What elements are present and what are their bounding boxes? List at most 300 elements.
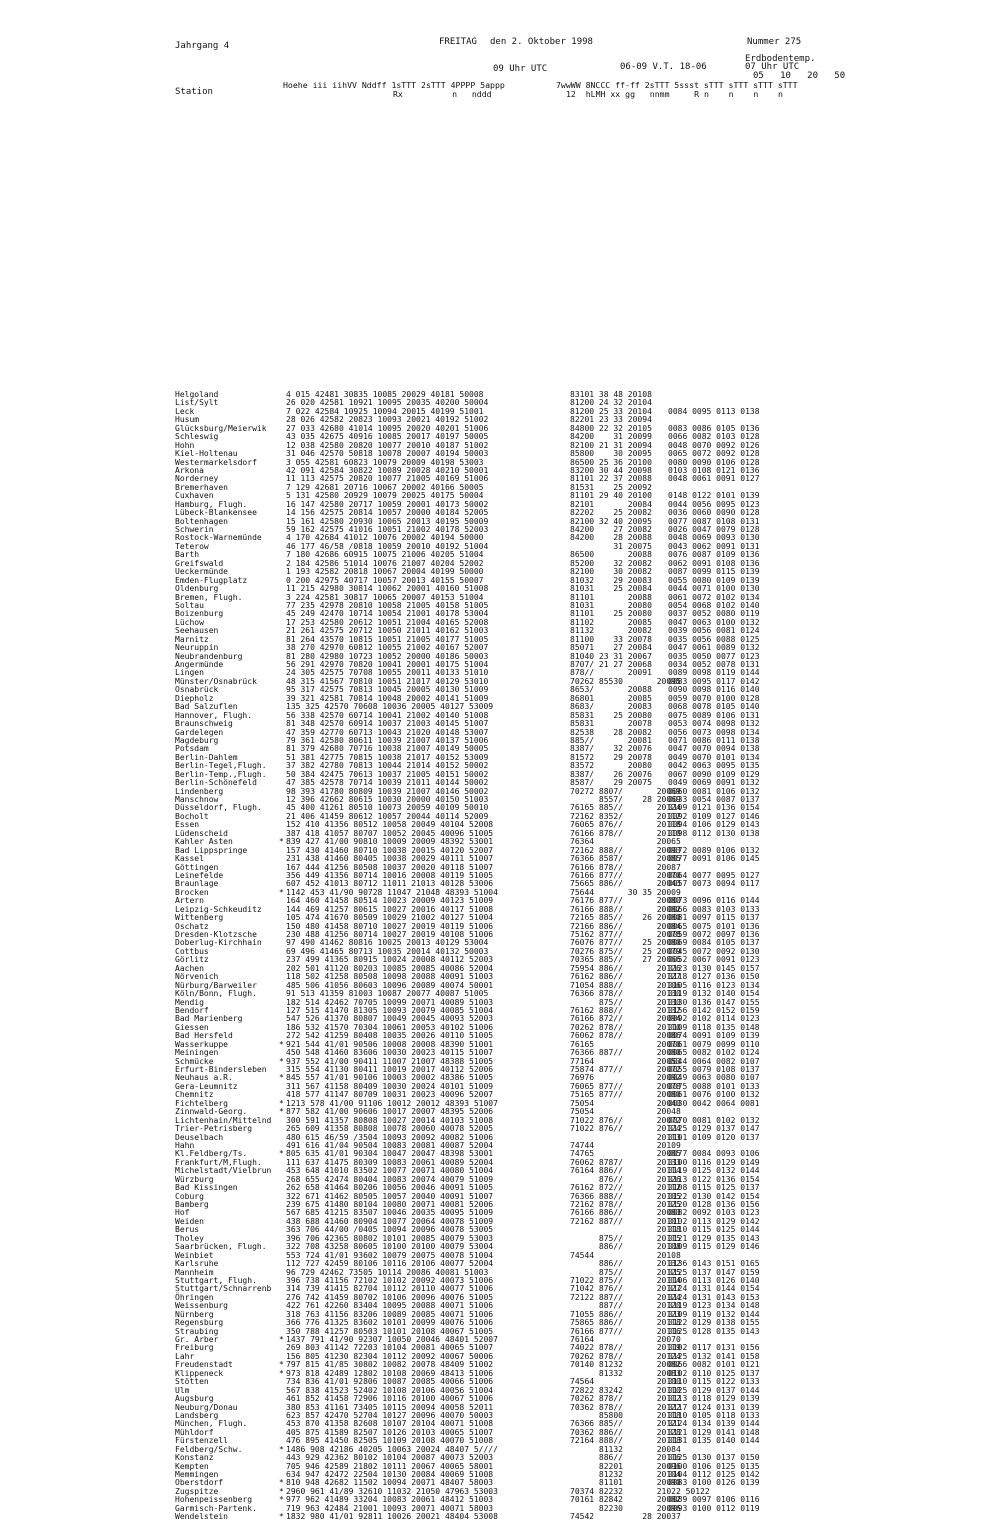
soil-temperatures: 0042 0063 0095 0135 <box>668 761 760 771</box>
obs-group-09utc: 150 480 41458 80710 10027 20019 40119 51006 <box>286 921 494 931</box>
obs-group-09utc: 607 452 41013 80712 11011 21013 40128 53006 <box>286 879 494 889</box>
soil-temperatures: 0059 0072 0097 0136 <box>668 930 760 939</box>
obs-group-vt: 76366 878// 20130 <box>570 989 681 999</box>
soil-temperatures: 0102 0117 0131 0156 <box>668 1343 760 1353</box>
obs-group-vt: 81031 25 20084 <box>570 584 652 594</box>
obs-group-09utc: 322 708 43258 80605 10100 20100 40079 53004 <box>286 1242 494 1252</box>
obs-group-vt: 74744 20109 <box>570 1140 681 1150</box>
station-name: Lüchow <box>175 617 204 627</box>
soil-temperatures: 0077 0087 0108 0131 <box>668 516 760 526</box>
obs-group-vt: 886// 20108 <box>570 1242 681 1252</box>
obs-group-09utc: 269 803 41142 72203 10104 20081 40065 51007 <box>286 1343 494 1353</box>
obs-group-vt: 81200 25 33 20104 <box>570 406 652 416</box>
obs-group-09utc: 167 444 41256 80508 10037 20020 40118 51007 <box>286 862 494 872</box>
soil-temperatures: 0109 0118 0135 0148 <box>668 1022 760 1032</box>
soil-temperatures: 0047 0070 0094 0138 <box>668 744 760 754</box>
station-name: Berlin-Schönefeld <box>175 778 257 788</box>
station-name: Tholey <box>175 1233 204 1243</box>
obs-group-09utc: 7 022 42584 10925 10094 20015 40199 51001 <box>286 406 484 416</box>
station-name: Zinnwald-Georg. <box>175 1107 248 1117</box>
station-name: Neubrandenburg <box>175 651 243 661</box>
obs-group-vt: 81102 20085 <box>570 617 652 627</box>
soil-temperatures: 0033 0054 0087 0137 <box>668 795 760 804</box>
soil-temperatures: 0113 0118 0129 0139 <box>668 1394 760 1404</box>
station-marker: * <box>279 1444 284 1454</box>
station-name: Konstanz <box>175 1453 214 1463</box>
soil-temperatures: 0109 0119 0132 0144 <box>668 1309 760 1319</box>
soil-temperatures: 0066 0083 0103 0133 <box>668 904 760 914</box>
obs-group-09utc: 845 557 41/01 90106 10003 20002 48386 51005 <box>286 1073 494 1083</box>
soil-temperatures: 0065 0075 0101 0136 <box>668 921 760 931</box>
soil-temperatures: 0083 0086 0105 0136 <box>668 423 760 433</box>
obs-group-09utc: 81 280 42980 10723 10052 20000 40186 50003 <box>286 651 489 661</box>
obs-group-vt: 81132 20082 <box>570 626 652 636</box>
obs-group-vt: 81572 29 20078 <box>570 752 652 762</box>
obs-group-09utc: 272 542 41259 80408 10035 20026 40110 51005 <box>286 1031 494 1041</box>
station-name: Fichtelberg <box>175 1098 228 1108</box>
obs-group-09utc: 48 315 41567 70810 10051 21017 40129 53010 <box>286 676 489 686</box>
obs-group-vt: 82201 23 33 20094 <box>570 415 652 425</box>
station-name: Cottbus <box>175 946 209 956</box>
soil-temperatures: 0059 0070 0100 0128 <box>668 693 760 703</box>
soil-temperatures: 0100 0106 0125 0135 <box>668 1461 760 1471</box>
obs-group-vt: 76076 877// 25 20080 <box>570 938 681 948</box>
obs-group-09utc: 47 359 42770 60713 10043 21020 40148 53007 <box>286 727 489 737</box>
soil-temperatures: 0048 0069 0093 0130 <box>668 533 760 543</box>
station-name: Zugspitze <box>175 1486 219 1496</box>
obs-group-vt: 71055 886// 20123 <box>570 1309 681 1319</box>
obs-group-09utc: 443 929 42362 80102 10104 20087 40073 52003 <box>286 1453 494 1463</box>
obs-group-09utc: 719 963 42484 21001 10093 20071 40071 58003 <box>286 1503 494 1513</box>
obs-group-09utc: 453 870 41358 82608 10107 20104 40071 51008 <box>286 1419 494 1429</box>
soil-temperatures: 0071 0086 0111 0138 <box>668 735 760 745</box>
obs-group-vt: 72162 887// 20101 <box>570 1216 681 1226</box>
obs-group-vt: 8387/ 26 20076 <box>570 769 652 779</box>
obs-group-09utc: 28 026 42582 20823 10093 20021 40192 51002 <box>286 415 489 425</box>
station-table <box>175 391 835 1522</box>
obs-group-vt: 875// 20125 <box>570 1267 681 1277</box>
obs-group-vt: 878// 20091 <box>570 668 652 678</box>
obs-group-vt: 70374 82232 21022 50122 <box>570 1486 710 1496</box>
station-marker: * <box>279 1073 284 1083</box>
jahrgang-label: Jahrgang 4 <box>175 41 230 51</box>
station-name: Schleswig <box>175 432 219 442</box>
obs-group-09utc: 38 270 42970 60812 10055 21002 40167 52007 <box>286 643 489 653</box>
obs-group-vt: 76062 878// 20086 <box>570 1031 681 1041</box>
table-row <box>175 1471 835 1479</box>
obs-group-vt: 72162 878// 20125 <box>570 1200 681 1209</box>
station-name: Berlin-Temp.,Flugh. <box>175 769 267 779</box>
station-name: Würzburg <box>175 1174 214 1184</box>
obs-group-vt: 81232 20104 <box>570 1470 681 1479</box>
obs-group-vt: 81531 25 20092 <box>570 482 652 492</box>
obs-group-09utc: 237 499 41365 80915 10024 20008 40112 52003 <box>286 955 494 965</box>
station-name: Bremen, Flugh. <box>175 592 243 602</box>
station-name: Bremerhaven <box>175 482 228 492</box>
obs-group-09utc: 491 616 41/04 90504 10083 20081 40087 52004 <box>286 1140 494 1150</box>
soil-temperatures: 0068 0078 0105 0140 <box>668 702 760 712</box>
station-name: Hamburg, Flugh. <box>175 499 248 509</box>
obs-group-09utc: 1 193 42582 20818 10067 20004 40199 50000 <box>286 567 484 577</box>
table-row <box>175 408 835 416</box>
obs-group-vt: 81132 20084 <box>570 1444 681 1454</box>
obs-group-vt: 72162 888// 20093 <box>570 845 681 855</box>
station-name: Neuruppin <box>175 643 219 653</box>
obs-group-09utc: 12 038 42580 20820 10077 20010 40187 51002 <box>286 440 489 450</box>
soil-temperatures: 0037 0052 0080 0119 <box>668 609 760 619</box>
obs-group-vt: 76166 886// 20083 <box>570 1208 681 1218</box>
soil-temperatures: 0136 0143 0151 0165 <box>668 1259 760 1269</box>
obs-group-09utc: 50 384 42475 70613 10037 21005 40151 50002 <box>286 769 489 779</box>
obs-group-09utc: 2960 961 41/89 32610 11032 21050 47963 53003 <box>286 1486 498 1496</box>
table-row <box>175 1488 835 1496</box>
obs-group-vt: 8587/ 29 20075 <box>570 778 652 788</box>
obs-group-09utc: 262 658 41464 80206 10056 20046 40091 51005 <box>286 1183 494 1193</box>
soil-temperatures: 0030 0042 0064 0081 <box>668 1098 760 1108</box>
obs-group-09utc: 380 853 41161 73405 10115 20094 40058 52011 <box>286 1402 494 1412</box>
station-name: Bad Marienberg <box>175 1014 243 1024</box>
station-marker: * <box>279 1360 284 1370</box>
station-name: Norderney <box>175 474 219 484</box>
obs-group-09utc: 350 788 41257 80503 10101 20108 40067 51005 <box>286 1326 494 1336</box>
station-name: Saarbrücken, Flugh. <box>175 1242 267 1252</box>
station-name: Kl.Feldberg/Ts. <box>175 1149 248 1159</box>
station-name: Freudenstadt <box>175 1360 233 1370</box>
obs-group-09utc: 366 776 41325 83602 10101 20099 40076 51006 <box>286 1318 494 1328</box>
station-name: Nürnberg <box>175 1309 214 1319</box>
station-name: Bamberg <box>175 1200 209 1209</box>
obs-group-09utc: 356 449 41356 80714 10016 20008 40119 51005 <box>286 870 494 880</box>
obs-group-09utc: 405 875 41589 82507 10126 20103 40065 51007 <box>286 1427 494 1437</box>
station-name: Freiburg <box>175 1343 214 1353</box>
obs-group-09utc: 1832 980 41/01 92811 10026 20021 48404 53008 <box>286 1512 498 1522</box>
soil-temperatures: 0048 0061 0091 0127 <box>668 474 760 484</box>
station-name: Öhringen <box>175 1292 214 1302</box>
obs-group-09utc: 14 156 42575 20814 10057 20000 40184 52005 <box>286 508 489 518</box>
station-name: Weiden <box>175 1216 204 1226</box>
station-name: Bendorf <box>175 1005 209 1015</box>
station-name: Boizenburg <box>175 609 224 619</box>
station-name: Düsseldorf, Flugh. <box>175 803 262 813</box>
table-row <box>175 391 835 399</box>
station-name: Artern <box>175 896 204 906</box>
obs-group-09utc: 105 474 41670 80509 10029 21002 40127 51004 <box>286 913 494 923</box>
code-header-1: Hoehe iii iihVV Nddff 1sTTT 2sTTT 4PPPP 5appp <box>283 80 505 90</box>
soil-temperatures: 0094 0106 0129 0143 <box>668 820 760 830</box>
soil-temperatures: 0123 0130 0145 0157 <box>668 963 760 973</box>
station-name: Feldberg/Schw. <box>175 1444 243 1454</box>
soil-temperatures: 0044 0056 0095 0123 <box>668 499 760 509</box>
table-row <box>175 475 835 483</box>
obs-group-09utc: 977 962 41489 33204 10083 20061 48412 51003 <box>286 1495 494 1505</box>
obs-group-vt: 82538 28 20082 <box>570 727 652 737</box>
obs-group-09utc: 418 577 41147 80709 10031 20023 40096 52007 <box>286 1090 494 1100</box>
obs-group-09utc: 12 396 42662 80615 10030 20000 40150 51003 <box>286 795 489 804</box>
soil-temperatures: 0080 0090 0106 0128 <box>668 457 760 467</box>
obs-group-09utc: 937 552 41/00 90411 11007 21007 48388 51005 <box>286 1056 494 1066</box>
soil-temperatures: 0119 0132 0140 0154 <box>668 989 760 999</box>
soil-temperatures: 0053 0074 0098 0132 <box>668 719 760 729</box>
obs-group-09utc: 268 655 42474 80404 10083 20074 40079 51009 <box>286 1174 494 1184</box>
soil-temperatures: 0089 0097 0106 0116 <box>668 1495 760 1505</box>
station-name: Bocholt <box>175 811 209 821</box>
obs-group-09utc: 634 947 42472 22504 10130 20084 40069 51008 <box>286 1470 494 1479</box>
station-name: Schwerin <box>175 525 214 534</box>
station-name: Dresden-Klotzsche <box>175 930 257 939</box>
obs-group-vt: 887// 20120 <box>570 1301 681 1311</box>
obs-group-vt: 70276 875// 25 20079 <box>570 946 681 956</box>
obs-group-09utc: 156 805 41230 82304 10112 20092 40067 50006 <box>286 1351 494 1361</box>
obs-group-09utc: 118 502 41258 80508 10098 20088 40091 51003 <box>286 972 494 982</box>
soil-temperatures: 0035 0056 0088 0125 <box>668 634 760 644</box>
station-name: Potsdam <box>175 744 209 754</box>
obs-group-vt: 20118 <box>570 1225 681 1235</box>
soil-temperatures: 0087 0099 0115 0139 <box>668 567 760 577</box>
obs-group-09utc: 734 836 41/01 92806 10087 20085 40066 51006 <box>286 1377 494 1387</box>
obs-group-vt: 8557/ 28 20069 <box>570 795 681 804</box>
obs-group-vt: 74544 20108 <box>570 1250 681 1260</box>
soil-temperatures: 0066 0082 0103 0128 <box>668 432 760 442</box>
obs-group-vt: 76162 888// 20132 <box>570 1005 681 1015</box>
obs-group-09utc: 0 200 42975 40717 10057 20013 40155 50007 <box>286 575 484 585</box>
station-name: Hahn <box>175 1140 195 1150</box>
soil-temperatures: 0061 0079 0099 0110 <box>668 1039 760 1049</box>
obs-group-vt: 70362 878// 20122 <box>570 1402 681 1412</box>
obs-group-vt: 886// 20116 <box>570 1453 681 1463</box>
station-header: Station <box>175 87 213 97</box>
obs-group-vt: 72164 888// 20118 <box>570 1436 681 1446</box>
obs-group-09utc: 97 490 41462 80816 10025 20013 40129 53004 <box>286 938 489 948</box>
station-name: Lichtenhain/Mittelnd <box>175 1115 272 1125</box>
obs-group-vt: 76166 877// 20070 <box>570 870 681 880</box>
obs-group-vt: 76162 872// 20112 <box>570 1183 681 1193</box>
station-name: Stötten <box>175 1377 209 1387</box>
obs-group-09utc: 1213 578 41/00 91106 10012 20012 48393 51007 <box>286 1098 498 1108</box>
obs-group-vt: 83200 30 44 20098 <box>570 465 652 475</box>
soil-temperatures: 0048 0070 0092 0126 <box>668 440 760 450</box>
table-row <box>175 1437 835 1445</box>
obs-group-vt: 76166 878// 20110 <box>570 828 681 838</box>
soil-temperatures: 0054 0068 0102 0140 <box>668 600 760 610</box>
soil-temperatures: 0084 0095 0113 0138 <box>668 406 760 416</box>
obs-group-vt: 876// 20126 <box>570 1174 681 1184</box>
obs-group-09utc: 17 253 42580 20612 10051 21004 40165 52008 <box>286 617 489 627</box>
obs-group-09utc: 69 496 41465 80713 10035 20014 40132 50003 <box>286 946 489 956</box>
obs-group-vt: 82100 30 20082 <box>570 567 652 577</box>
obs-group-09utc: 24 305 42575 70708 10055 20011 40133 51010 <box>286 668 489 678</box>
station-name: Berlin-Dahlem <box>175 752 238 762</box>
obs-group-09utc: 7 180 42686 60915 10075 21006 40205 51004 <box>286 550 484 560</box>
obs-group-vt: 81200 24 32 20104 <box>570 398 652 408</box>
obs-group-vt: 8653/ 20088 <box>570 685 652 695</box>
station-name: Magdeburg <box>175 735 219 745</box>
obs-group-vt: 75162 877// 20078 <box>570 930 681 939</box>
station-marker: * <box>279 1039 284 1049</box>
station-name: Nörvenich <box>175 972 219 982</box>
station-name: Leinefelde <box>175 870 224 880</box>
soil-temperatures: 0092 0109 0127 0146 <box>668 811 760 821</box>
obs-group-vt: 82230 20096 <box>570 1503 681 1513</box>
obs-group-vt: 76176 877// 20080 <box>570 896 681 906</box>
obs-group-09utc: 230 488 41256 80714 10027 20019 40108 51006 <box>286 930 494 939</box>
station-name: Husum <box>175 415 200 425</box>
soil-temperatures: 0065 0082 0102 0124 <box>668 1048 760 1058</box>
station-name: Landsberg <box>175 1410 219 1420</box>
soil-temperatures: 0039 0056 0081 0124 <box>668 626 760 636</box>
obs-group-09utc: 547 526 41370 80807 10049 20045 40093 52003 <box>286 1014 494 1024</box>
obs-group-vt: 76364 20065 <box>570 837 681 847</box>
obs-group-09utc: 422 761 42260 83404 10095 20088 40071 51006 <box>286 1301 494 1311</box>
obs-group-09utc: 839 427 41/00 90810 10009 20009 48392 53001 <box>286 837 494 847</box>
obs-group-vt: 74022 878// 20119 <box>570 1343 681 1353</box>
day-label: FREITAG <box>439 37 477 47</box>
soil-temperatures: 0124 0134 0139 0144 <box>668 1419 760 1429</box>
station-name: Ueckermünde <box>175 567 228 577</box>
obs-group-09utc: 7 129 42681 20716 10067 20002 40166 50005 <box>286 482 484 492</box>
obs-group-09utc: 921 544 41/01 90506 10008 20008 48390 51001 <box>286 1039 494 1049</box>
soil-temperatures: 0049 0063 0080 0107 <box>668 1073 760 1083</box>
soil-temperatures: 0060 0081 0106 0132 <box>668 786 760 796</box>
soil-temperatures: 0047 0061 0089 0132 <box>668 643 760 653</box>
station-name: Frankfurt/M,Flugh. <box>175 1157 262 1167</box>
obs-group-vt: 75054 20040 <box>570 1098 681 1108</box>
station-name: Osnabrück <box>175 685 219 695</box>
obs-group-09utc: 144 469 41257 80615 10027 20016 40117 51008 <box>286 904 494 914</box>
obs-group-09utc: 127 515 41470 81305 10093 20079 40085 51004 <box>286 1005 494 1015</box>
station-name: Brocken <box>175 887 209 897</box>
station-name: Marnitz <box>175 634 209 644</box>
station-name: Wasserkuppe <box>175 1039 228 1049</box>
station-name: Giessen <box>175 1022 209 1032</box>
obs-group-09utc: 705 946 42589 21802 10111 20067 40065 58001 <box>286 1461 494 1471</box>
table-row <box>175 880 835 888</box>
obs-group-vt: 85831 25 20080 <box>570 710 652 720</box>
obs-group-vt: 75874 877// 20072 <box>570 1065 681 1074</box>
station-name: Memmingen <box>175 1470 219 1479</box>
obs-group-vt: 75954 886// 20126 <box>570 963 681 973</box>
obs-group-vt: 85831 20078 <box>570 719 652 729</box>
obs-group-vt: 875// 20115 <box>570 1233 681 1243</box>
station-name: Lahr <box>175 1351 195 1361</box>
obs-group-vt: 75054 20048 <box>570 1107 681 1117</box>
obs-group-vt: 70362 886// 20128 <box>570 1427 681 1437</box>
soil-temperatures: 0057 0073 0094 0117 <box>668 879 760 889</box>
obs-group-vt: 85071 27 20084 <box>570 643 652 653</box>
obs-group-vt: 81032 29 20083 <box>570 575 652 585</box>
soil-temperatures: 0121 0129 0141 0148 <box>668 1427 760 1437</box>
soil-temperatures: 0090 0098 0116 0140 <box>668 685 760 695</box>
obs-group-vt: 71022 876// 20072 <box>570 1115 681 1125</box>
station-marker: * <box>279 1149 284 1159</box>
station-name: Lingen <box>175 668 204 678</box>
obs-group-vt: 82201 20096 <box>570 1461 681 1471</box>
obs-group-vt: 82100 32 40 20095 <box>570 516 652 526</box>
station-name: Straubing <box>175 1326 219 1336</box>
soil-temperatures: 0113 0122 0136 0154 <box>668 1174 760 1184</box>
soil-temperatures: 0101 0109 0120 0137 <box>668 1132 760 1142</box>
obs-group-09utc: 164 460 41458 80514 10023 20009 40123 51009 <box>286 896 494 906</box>
station-name: Gera-Leumnitz <box>175 1081 238 1091</box>
obs-group-09utc: 46 177 46/58 /0818 10059 20010 40192 51004 <box>286 541 489 551</box>
obs-group-vt: 72166 886// 20084 <box>570 921 681 931</box>
station-name: Soltau <box>175 600 204 610</box>
obs-group-09utc: 567 685 41215 83507 10046 20035 40095 51009 <box>286 1208 494 1218</box>
obs-group-vt: 76165 885// 20124 <box>570 803 681 813</box>
obs-group-09utc: 315 554 41130 80411 10019 20017 40112 52006 <box>286 1065 494 1074</box>
obs-group-vt: 74564 20100 <box>570 1377 681 1387</box>
soil-temperatures: 0110 0115 0125 0144 <box>668 1225 760 1235</box>
soil-temperatures: 0062 0091 0108 0136 <box>668 558 760 568</box>
station-name: Wendelstein <box>175 1512 228 1522</box>
soil-temperatures: 0131 0135 0140 0144 <box>668 1436 760 1446</box>
soil-temperatures: 0049 0070 0101 0134 <box>668 752 760 762</box>
obs-group-09utc: 1486 908 42186 40205 10063 20024 48407 5//// <box>286 1444 498 1454</box>
obs-group-09utc: 47 385 42578 70714 10039 21011 40144 50002 <box>286 778 489 788</box>
station-name: Leipzig-Schkeuditz <box>175 904 262 914</box>
obs-group-vt: 85800 30 20095 <box>570 449 652 459</box>
soil-temperatures: 0100 0116 0129 0149 <box>668 1157 760 1167</box>
obs-group-09utc: 186 532 41570 70304 10061 20053 40102 51006 <box>286 1022 494 1032</box>
station-name: Berlin-Tegel,Flugh. <box>175 761 267 771</box>
table-row <box>175 1463 835 1471</box>
code-header-1b: 7wwWW 8NCCC ff-ff 2sTTT 5ssst sTTT sTTT sTTT sTTT <box>556 80 798 90</box>
obs-group-vt: 71022 876// 20124 <box>570 1124 681 1134</box>
obs-group-09utc: 112 727 42459 80106 10116 20106 40077 52004 <box>286 1259 494 1269</box>
obs-group-vt: 76164 886// 20114 <box>570 1166 681 1176</box>
soil-temperatures: 0056 0073 0098 0134 <box>668 727 760 737</box>
soil-temperatures: 0065 0072 0092 0128 <box>668 449 760 459</box>
station-name: Teterow <box>175 541 209 551</box>
station-name: Manschnow <box>175 795 219 804</box>
obs-group-09utc: 453 648 41010 83502 10077 20071 40080 51004 <box>286 1166 494 1176</box>
station-name: Lüdenscheid <box>175 828 228 838</box>
obs-group-09utc: 56 291 42970 70820 10041 20001 40175 51004 <box>286 660 489 669</box>
obs-group-09utc: 311 567 41158 80409 10030 20024 40101 51009 <box>286 1081 494 1091</box>
soil-temperatures: 0125 0132 0141 0158 <box>668 1351 760 1361</box>
obs-group-vt: 70262 878// 20124 <box>570 1351 681 1361</box>
soil-temperatures: 0148 0122 0101 0139 <box>668 491 760 501</box>
obs-group-vt: 76065 877// 20078 <box>570 1081 681 1091</box>
table-row <box>175 1454 835 1462</box>
obs-group-09utc: 265 609 41358 80808 10078 20060 40078 52005 <box>286 1124 494 1134</box>
soil-temperatures: 0073 0096 0116 0144 <box>668 896 760 906</box>
obs-group-vt: 76165 20070 <box>570 1039 681 1049</box>
obs-group-09utc: 39 321 42581 70814 10048 20002 40141 51009 <box>286 693 489 703</box>
soil-temperatures: 0083 0100 0126 0139 <box>668 1478 760 1488</box>
soil-temperatures: 0118 0127 0136 0150 <box>668 972 760 982</box>
station-name: Glücksburg/Meierwik <box>175 423 267 433</box>
station-name: Angermünde <box>175 660 224 669</box>
obs-group-09utc: 111 637 41475 80309 10083 20061 40089 52004 <box>286 1157 494 1167</box>
station-name: Cuxhaven <box>175 491 214 501</box>
obs-group-vt: 82202 25 20082 <box>570 508 652 518</box>
soil-temperatures: 0119 0125 0132 0144 <box>668 1166 760 1176</box>
obs-group-09utc: 239 675 41480 80104 10080 20071 40081 52006 <box>286 1200 494 1209</box>
obs-group-09utc: 300 591 41357 80808 10027 20014 40103 51008 <box>286 1115 494 1125</box>
station-marker: * <box>279 887 284 897</box>
obs-group-vt: 8707/ 21 27 20068 <box>570 660 652 669</box>
obs-group-vt: 76166 877// 20116 <box>570 1326 681 1336</box>
soil-temperatures: 0119 0123 0134 0148 <box>668 1301 760 1311</box>
station-name: Hohn <box>175 440 195 450</box>
station-name: Hof <box>175 1208 190 1218</box>
obs-group-09utc: 81 264 43570 10815 10051 21005 40177 51005 <box>286 634 489 644</box>
soil-temperatures: 0076 0087 0109 0136 <box>668 550 760 560</box>
soil-temperatures: 0092 0102 0114 0123 <box>668 1014 760 1024</box>
station-name: Barth <box>175 550 200 560</box>
obs-group-vt: 70262 878// 20110 <box>570 1022 681 1032</box>
soil-temperatures: 0125 0129 0137 0144 <box>668 1385 760 1395</box>
